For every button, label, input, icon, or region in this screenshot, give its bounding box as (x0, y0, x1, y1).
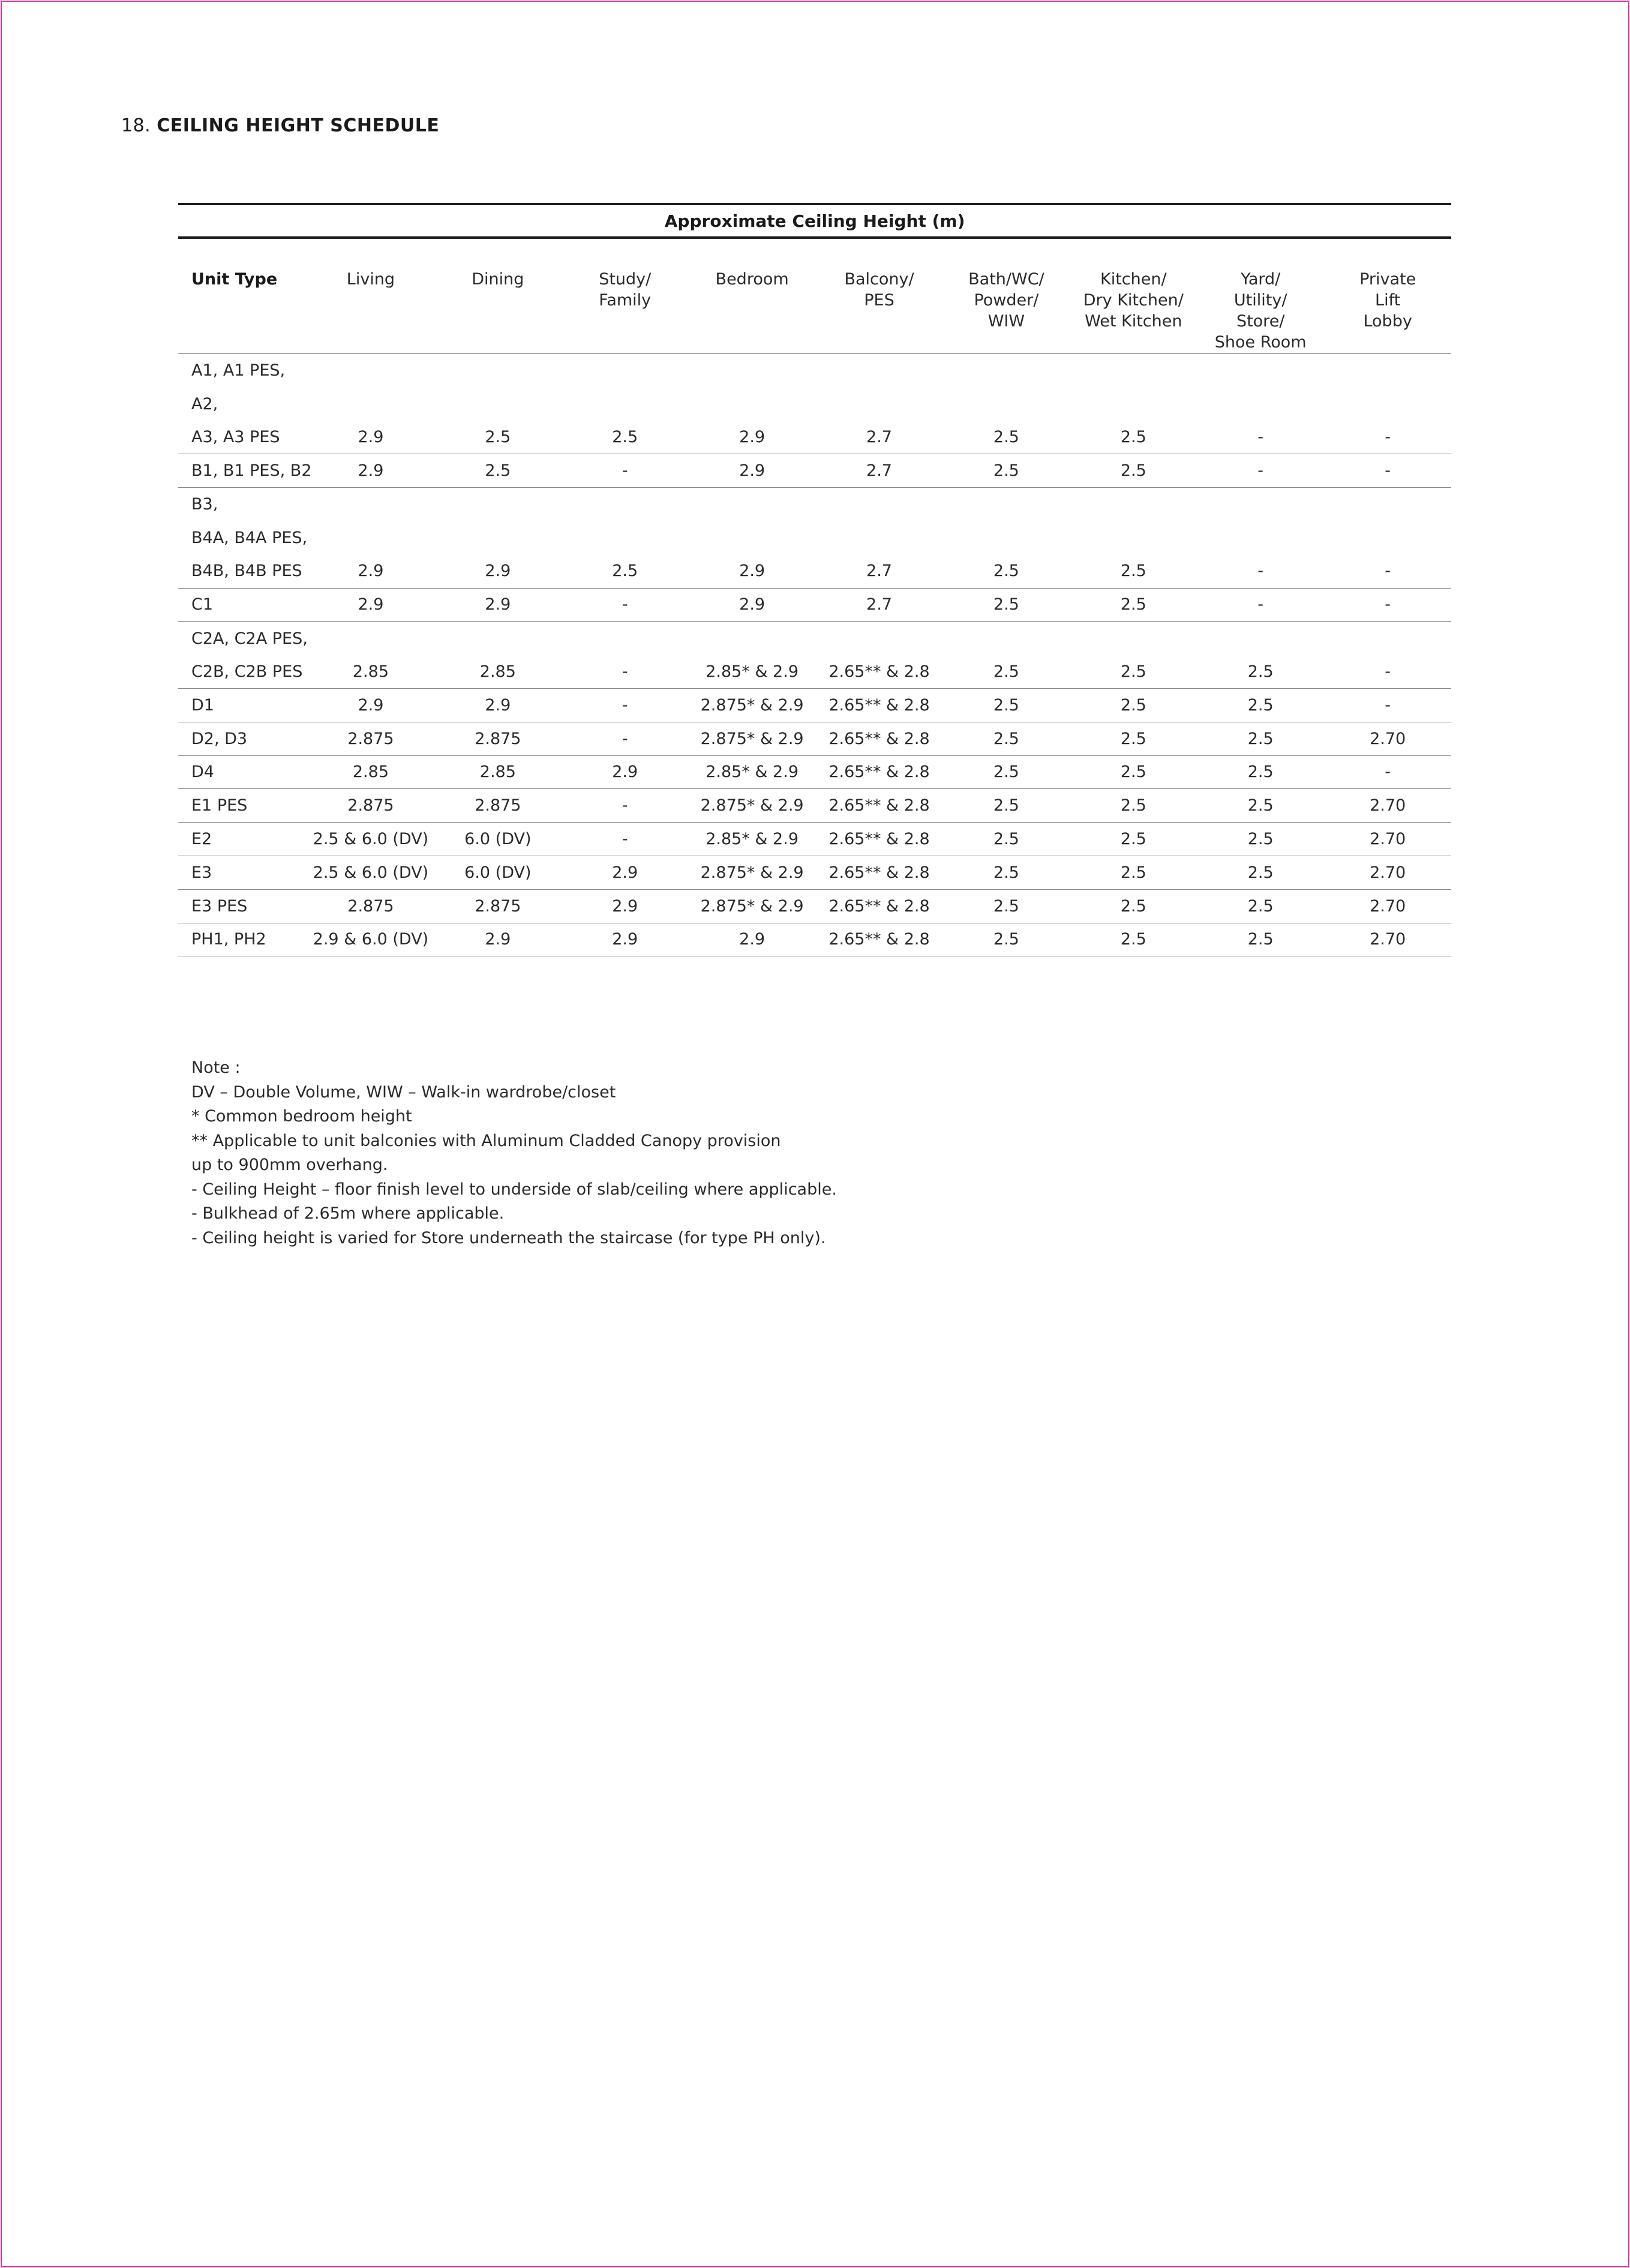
height-value-cell: 2.5 (942, 923, 1070, 956)
height-value-cell: 2.5 (1070, 454, 1197, 488)
height-value-cell: 2.65** & 2.8 (816, 655, 943, 689)
height-value-cell: 2.65** & 2.8 (816, 789, 943, 823)
height-value-cell (1324, 622, 1451, 655)
height-value-cell (1070, 521, 1197, 554)
column-header-label: Yard/ Utility/ Store/ Shoe Room (1214, 270, 1307, 352)
height-value-cell: 2.9 (307, 421, 434, 454)
table-row (178, 856, 1451, 889)
height-value-cell: - (562, 789, 689, 823)
height-value-cell: 2.5 (1070, 823, 1197, 856)
height-value-cell: 2.5 (1070, 554, 1197, 588)
height-value-cell (689, 387, 816, 421)
height-value-cell (1197, 521, 1324, 554)
note-line: - Ceiling Height – floor finish level to underside of slab/ceiling where applicable. (191, 1180, 837, 1199)
height-value-cell (689, 354, 816, 388)
height-value-cell: 2.85 (434, 655, 562, 689)
height-value-cell: 2.5 (562, 421, 689, 454)
height-value-cell (816, 521, 943, 554)
height-value-cell (434, 521, 562, 554)
height-value-cell: 2.9 (307, 588, 434, 622)
height-value-cell: 2.7 (816, 454, 943, 488)
height-value-cell: 2.5 (1070, 789, 1197, 823)
height-value-cell: - (1197, 588, 1324, 622)
height-value-cell (816, 488, 943, 521)
unit-type-cell: E2 (178, 823, 307, 856)
height-value-cell: 2.65** & 2.8 (816, 755, 943, 789)
table-row (178, 454, 1451, 488)
height-value-cell (307, 622, 434, 655)
table-row (178, 789, 1451, 823)
height-value-cell: - (1324, 554, 1451, 588)
height-value-cell: 2.5 (942, 789, 1070, 823)
height-value-cell: 2.5 (942, 655, 1070, 689)
note-line: up to 900mm overhang. (191, 1156, 388, 1174)
height-value-cell: 2.5 (1197, 889, 1324, 923)
note-line: DV – Double Volume, WIW – Walk-in wardrobe/closet (191, 1082, 616, 1102)
table-row (178, 588, 1451, 622)
height-value-cell: 2.9 (689, 554, 816, 588)
height-value-cell (1070, 488, 1197, 521)
height-value-cell: 2.9 (562, 889, 689, 923)
column-header (1324, 238, 1451, 354)
unit-type-cell: D2, D3 (178, 722, 307, 755)
height-value-cell: - (562, 655, 689, 689)
unit-type-cell: D4 (178, 755, 307, 789)
height-value-cell: 2.5 (562, 554, 689, 588)
height-value-cell: - (1197, 554, 1324, 588)
height-value-cell: 2.5 (942, 454, 1070, 488)
column-header (1197, 238, 1324, 354)
column-header-label: Study/ Family (599, 270, 652, 310)
height-value-cell (1070, 387, 1197, 421)
column-header (562, 238, 689, 354)
height-value-cell (562, 354, 689, 388)
height-value-cell: 2.5 (942, 588, 1070, 622)
height-value-cell: 2.70 (1324, 789, 1451, 823)
height-value-cell: 2.5 (942, 755, 1070, 789)
table-row (178, 823, 1451, 856)
height-value-cell (562, 521, 689, 554)
height-value-cell (942, 354, 1070, 388)
height-value-cell: 2.875* & 2.9 (689, 789, 816, 823)
note-line: - Bulkhead of 2.65m where applicable. (191, 1204, 505, 1223)
unit-type-cell: A1, A1 PES, (191, 361, 286, 380)
height-value-cell: 2.65** & 2.8 (816, 688, 943, 722)
height-value-cell: 2.5 (1197, 655, 1324, 689)
height-value-cell: 2.5 (942, 421, 1070, 454)
table-caption: Approximate Ceiling Height (m) (178, 204, 1451, 238)
height-value-cell (942, 521, 1070, 554)
height-value-cell: - (1324, 688, 1451, 722)
height-value-cell: 2.5 (942, 554, 1070, 588)
table-row (178, 421, 1451, 454)
height-value-cell: 2.9 (562, 856, 689, 889)
column-header (689, 238, 816, 354)
height-value-cell: 2.85 (307, 655, 434, 689)
height-value-cell (1070, 354, 1197, 388)
height-value-cell: 2.5 (942, 823, 1070, 856)
height-value-cell (1197, 354, 1324, 388)
height-value-cell: 2.875 (307, 789, 434, 823)
height-value-cell: 6.0 (DV) (434, 823, 562, 856)
height-value-cell: 2.875* & 2.9 (689, 856, 816, 889)
height-value-cell: - (562, 454, 689, 488)
height-value-cell (1324, 521, 1451, 554)
table-row (178, 554, 1451, 588)
column-header (307, 238, 434, 354)
unit-type-cell: D1 (178, 688, 307, 722)
height-value-cell (942, 488, 1070, 521)
table-row (178, 755, 1451, 789)
height-value-cell: - (562, 823, 689, 856)
height-value-cell: 2.9 (307, 454, 434, 488)
height-value-cell: 2.65** & 2.8 (816, 722, 943, 755)
height-value-cell (1197, 622, 1324, 655)
height-value-cell: 2.70 (1324, 889, 1451, 923)
column-header (1070, 238, 1197, 354)
height-value-cell (1197, 488, 1324, 521)
height-value-cell: 2.5 (1197, 923, 1324, 956)
height-value-cell (942, 622, 1070, 655)
height-value-cell: 2.65** & 2.8 (816, 923, 943, 956)
height-value-cell (434, 622, 562, 655)
height-value-cell: 2.5 (942, 722, 1070, 755)
height-value-cell: 2.9 (562, 755, 689, 789)
height-value-cell (562, 488, 689, 521)
height-value-cell: - (1324, 755, 1451, 789)
column-header-label: Bedroom (715, 270, 789, 289)
column-header-label: Private Lift Lobby (1359, 270, 1416, 331)
table-row (178, 923, 1451, 956)
height-value-cell: 2.5 (1070, 655, 1197, 689)
table-row (178, 688, 1451, 722)
height-value-cell: 2.65** & 2.8 (816, 889, 943, 923)
height-value-cell (1324, 354, 1451, 388)
unit-type-cell: A2, (191, 394, 218, 413)
height-value-cell: 2.9 (689, 454, 816, 488)
height-value-cell: 2.5 (1070, 588, 1197, 622)
height-value-cell (562, 387, 689, 421)
height-value-cell (1324, 488, 1451, 521)
height-value-cell: 2.9 (307, 688, 434, 722)
height-value-cell: 2.5 (434, 421, 562, 454)
height-value-cell: - (1324, 588, 1451, 622)
height-value-cell: 2.5 (1197, 755, 1324, 789)
height-value-cell: 2.5 (1197, 823, 1324, 856)
height-value-cell: 2.5 (1197, 722, 1324, 755)
height-value-cell: 2.5 (942, 889, 1070, 923)
table-row (178, 354, 1451, 388)
height-value-cell (942, 387, 1070, 421)
height-value-cell (689, 521, 816, 554)
unit-type-cell: B3, (191, 495, 218, 514)
column-header-label: Bath/WC/ Powder/ WIW (968, 270, 1044, 331)
note-line: - Ceiling height is varied for Store underneath the staircase (for type PH only). (191, 1228, 826, 1247)
table-row (178, 622, 1451, 655)
height-value-cell (307, 354, 434, 388)
height-value-cell: 2.5 & 6.0 (DV) (307, 823, 434, 856)
table-row (178, 722, 1451, 755)
height-value-cell: 2.5 (1070, 755, 1197, 789)
column-header (942, 238, 1070, 354)
note-line: * Common bedroom height (191, 1107, 412, 1126)
height-value-cell (816, 622, 943, 655)
height-value-cell: - (562, 588, 689, 622)
height-value-cell (816, 387, 943, 421)
column-header (816, 238, 943, 354)
height-value-cell (816, 354, 943, 388)
unit-type-cell: E3 (178, 856, 307, 889)
column-header-label: Living (346, 270, 395, 289)
height-value-cell: 2.875 (307, 889, 434, 923)
height-value-cell: 2.65** & 2.8 (816, 823, 943, 856)
height-value-cell (434, 387, 562, 421)
height-value-cell: 2.70 (1324, 722, 1451, 755)
height-value-cell: 2.9 (689, 923, 816, 956)
table-row (178, 889, 1451, 923)
height-value-cell: - (1197, 454, 1324, 488)
height-value-cell: 2.5 (942, 688, 1070, 722)
height-value-cell: - (1324, 421, 1451, 454)
height-value-cell: 2.85 (434, 755, 562, 789)
height-value-cell: - (562, 722, 689, 755)
height-value-cell: 2.5 (434, 454, 562, 488)
height-value-cell (307, 488, 434, 521)
height-value-cell: 2.5 (1197, 789, 1324, 823)
table-row (178, 488, 1451, 521)
table-header-row (178, 238, 1451, 354)
height-value-cell (1197, 387, 1324, 421)
height-value-cell: 2.875* & 2.9 (689, 722, 816, 755)
height-value-cell (434, 354, 562, 388)
height-value-cell (307, 521, 434, 554)
height-value-cell (689, 488, 816, 521)
column-header-label: Unit Type (191, 270, 278, 289)
unit-type-cell: B4A, B4A PES, (191, 528, 308, 547)
notes-heading: Note : (191, 1058, 241, 1077)
height-value-cell: 2.5 (1197, 688, 1324, 722)
height-value-cell: 2.9 (307, 554, 434, 588)
ceiling-height-table (178, 203, 1451, 956)
height-value-cell: - (1324, 454, 1451, 488)
height-value-cell: 2.5 (1197, 856, 1324, 889)
height-value-cell: 2.9 (562, 923, 689, 956)
height-value-cell: 2.5 (1070, 889, 1197, 923)
table-row (178, 655, 1451, 689)
height-value-cell: 2.85* & 2.9 (689, 755, 816, 789)
height-value-cell: 2.5 (1070, 722, 1197, 755)
column-header-label: Dining (472, 270, 524, 289)
unit-type-cell: C1 (178, 588, 307, 622)
height-value-cell: 2.875* & 2.9 (689, 889, 816, 923)
height-value-cell: 2.875 (434, 889, 562, 923)
note-line: ** Applicable to unit balconies with Aluminum Cladded Canopy provision (191, 1131, 781, 1150)
height-value-cell: 2.9 (434, 588, 562, 622)
unit-type-cell: PH1, PH2 (178, 923, 307, 956)
height-value-cell (1070, 622, 1197, 655)
height-value-cell: 2.85* & 2.9 (689, 823, 816, 856)
height-value-cell: 2.70 (1324, 923, 1451, 956)
height-value-cell: 6.0 (DV) (434, 856, 562, 889)
height-value-cell: 2.5 & 6.0 (DV) (307, 856, 434, 889)
height-value-cell: 2.85* & 2.9 (689, 655, 816, 689)
height-value-cell: 2.5 (1070, 688, 1197, 722)
column-header-label: Balcony/ PES (844, 270, 914, 310)
height-value-cell (307, 387, 434, 421)
height-value-cell: 2.5 (1070, 856, 1197, 889)
height-value-cell: 2.70 (1324, 856, 1451, 889)
height-value-cell: 2.7 (816, 554, 943, 588)
height-value-cell: 2.7 (816, 588, 943, 622)
height-value-cell (689, 622, 816, 655)
height-value-cell: - (562, 688, 689, 722)
height-value-cell: 2.9 (434, 923, 562, 956)
height-value-cell: 2.9 (434, 554, 562, 588)
height-value-cell: - (1324, 655, 1451, 689)
section-number: 18. (121, 115, 151, 136)
height-value-cell: 2.5 (1070, 421, 1197, 454)
height-value-cell: 2.875 (307, 722, 434, 755)
height-value-cell: 2.875 (434, 789, 562, 823)
unit-type-cell: A3, A3 PES (178, 421, 307, 454)
height-value-cell: 2.9 & 6.0 (DV) (307, 923, 434, 956)
table-row (178, 387, 1451, 421)
height-value-cell: 2.5 (942, 856, 1070, 889)
height-value-cell: 2.9 (434, 688, 562, 722)
height-value-cell: - (1197, 421, 1324, 454)
unit-type-cell: E3 PES (178, 889, 307, 923)
height-value-cell (1324, 387, 1451, 421)
height-value-cell: 2.875 (434, 722, 562, 755)
height-value-cell: 2.85 (307, 755, 434, 789)
height-value-cell: 2.7 (816, 421, 943, 454)
unit-type-cell: C2A, C2A PES, (191, 629, 308, 648)
unit-type-cell: B4B, B4B PES (178, 554, 307, 588)
table-row (178, 521, 1451, 554)
column-header-label: Kitchen/ Dry Kitchen/ Wet Kitchen (1083, 270, 1184, 331)
unit-type-cell: E1 PES (178, 789, 307, 823)
notes (191, 1056, 837, 1250)
height-value-cell: 2.65** & 2.8 (816, 856, 943, 889)
height-value-cell (434, 488, 562, 521)
column-header (434, 238, 562, 354)
column-header-unit-type (178, 238, 307, 354)
unit-type-cell: C2B, C2B PES (178, 655, 307, 689)
height-value-cell: 2.9 (689, 588, 816, 622)
table-body (178, 354, 1451, 956)
section-title: CEILING HEIGHT SCHEDULE (157, 115, 440, 136)
unit-type-cell: B1, B1 PES, B2 (178, 454, 307, 488)
height-value-cell: 2.70 (1324, 823, 1451, 856)
height-value-cell: 2.9 (689, 421, 816, 454)
section-heading (121, 115, 439, 136)
height-value-cell: 2.5 (1070, 923, 1197, 956)
ceiling-height-table-container (178, 203, 1451, 956)
height-value-cell (562, 622, 689, 655)
height-value-cell: 2.875* & 2.9 (689, 688, 816, 722)
